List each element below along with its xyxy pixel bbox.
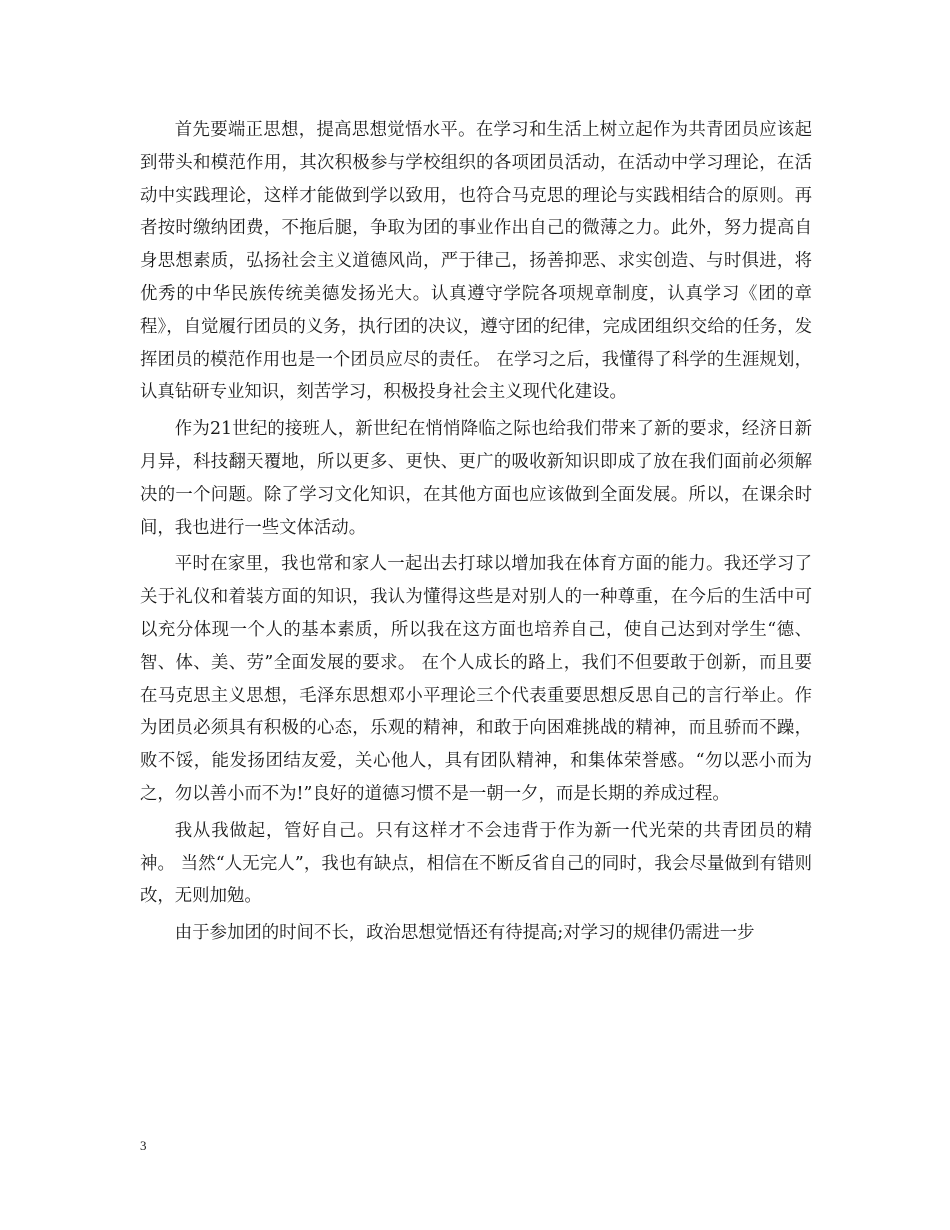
document-body <box>140 114 812 954</box>
page-number: 3 <box>140 1138 147 1153</box>
paragraph: 作为21世纪的接班人，新世纪在悄悄降临之际也给我们带来了新的要求，经济日新月异，科技翻天覆地，所以更多、更快、更广的吸收新知识即成了放在我们面前必须解决的一个问题。除了学习文化知识，在其他方面也应该做到全面发展。所以，在课余时间，我也进行一些文体活动。 <box>140 419 812 538</box>
paragraph: 首先要端正思想，提高思想觉悟水平。在学习和生活上树立起作为共青团员应该起到带头和模范作用，其次积极参与学校组织的各项团员活动，在活动中学习理论，在活动中实践理论，这样才能做到学以致用，也符合马克思的理论与实践相结合的原则。再者按时缴纳团费，不拖后腿，争取为团的事业作出自己的微薄之力。此外，努力提高自身思想素质，弘扬社会主义道德风尚，严于律己，扬善抑恶、求实创造、与时俱进，将优秀的中华民族传统美德发扬光大。认真遵守学院各项规章制度，认真学习《团的章程》，自觉履行团员的义务，执行团的决议，遵守团的纪律，完成团组织交给的任务，发挥团员的模范作用也是一个团员应尽的责任。 在学习之后，我懂得了科学的生涯规划，认真钻研专业知识，刻苦学习，积极投身社会主义现代化建设。 <box>140 120 812 403</box>
paragraph: 由于参加团的时间不长，政治思想觉悟还有待提高;对学习的规律仍需进一步 <box>174 923 755 944</box>
paragraph: 平时在家里，我也常和家人一起出去打球以增加我在体育方面的能力。我还学习了关于礼仪和着装方面的知识，我认为懂得这些是对别人的一种尊重，在今后的生活中可以充分体现一个人的基本素质，所以我在这方面也培养自己，使自己达到对学生“德、智、体、美、劳”全面发展的要求。 在个人成长的路上，我们不但要敢于创新，而且要在马克思主义思想，毛泽东思想邓小平理论三个代表重要思想反思自己的言行举止。作为团员必须具有积极的心态，乐观的精神，和敢于向困难挑战的精神，而且骄而不躁，败不馁，能发扬团结友爱，关心他人，具有团队精神，和集体荣誉感。“勿以恶小而为之，勿以善小而不为!”良好的道德习惯不是一朝一夕，而是长期的养成过程。 <box>140 554 812 804</box>
paragraph: 我从我做起，管好自己。只有这样才不会违背于作为新一代光荣的共青团员的精神。 当然“人无完人”，我也有缺点，相信在不断反省自己的同时，我会尽量做到有错则改，无则加勉。 <box>140 820 812 907</box>
